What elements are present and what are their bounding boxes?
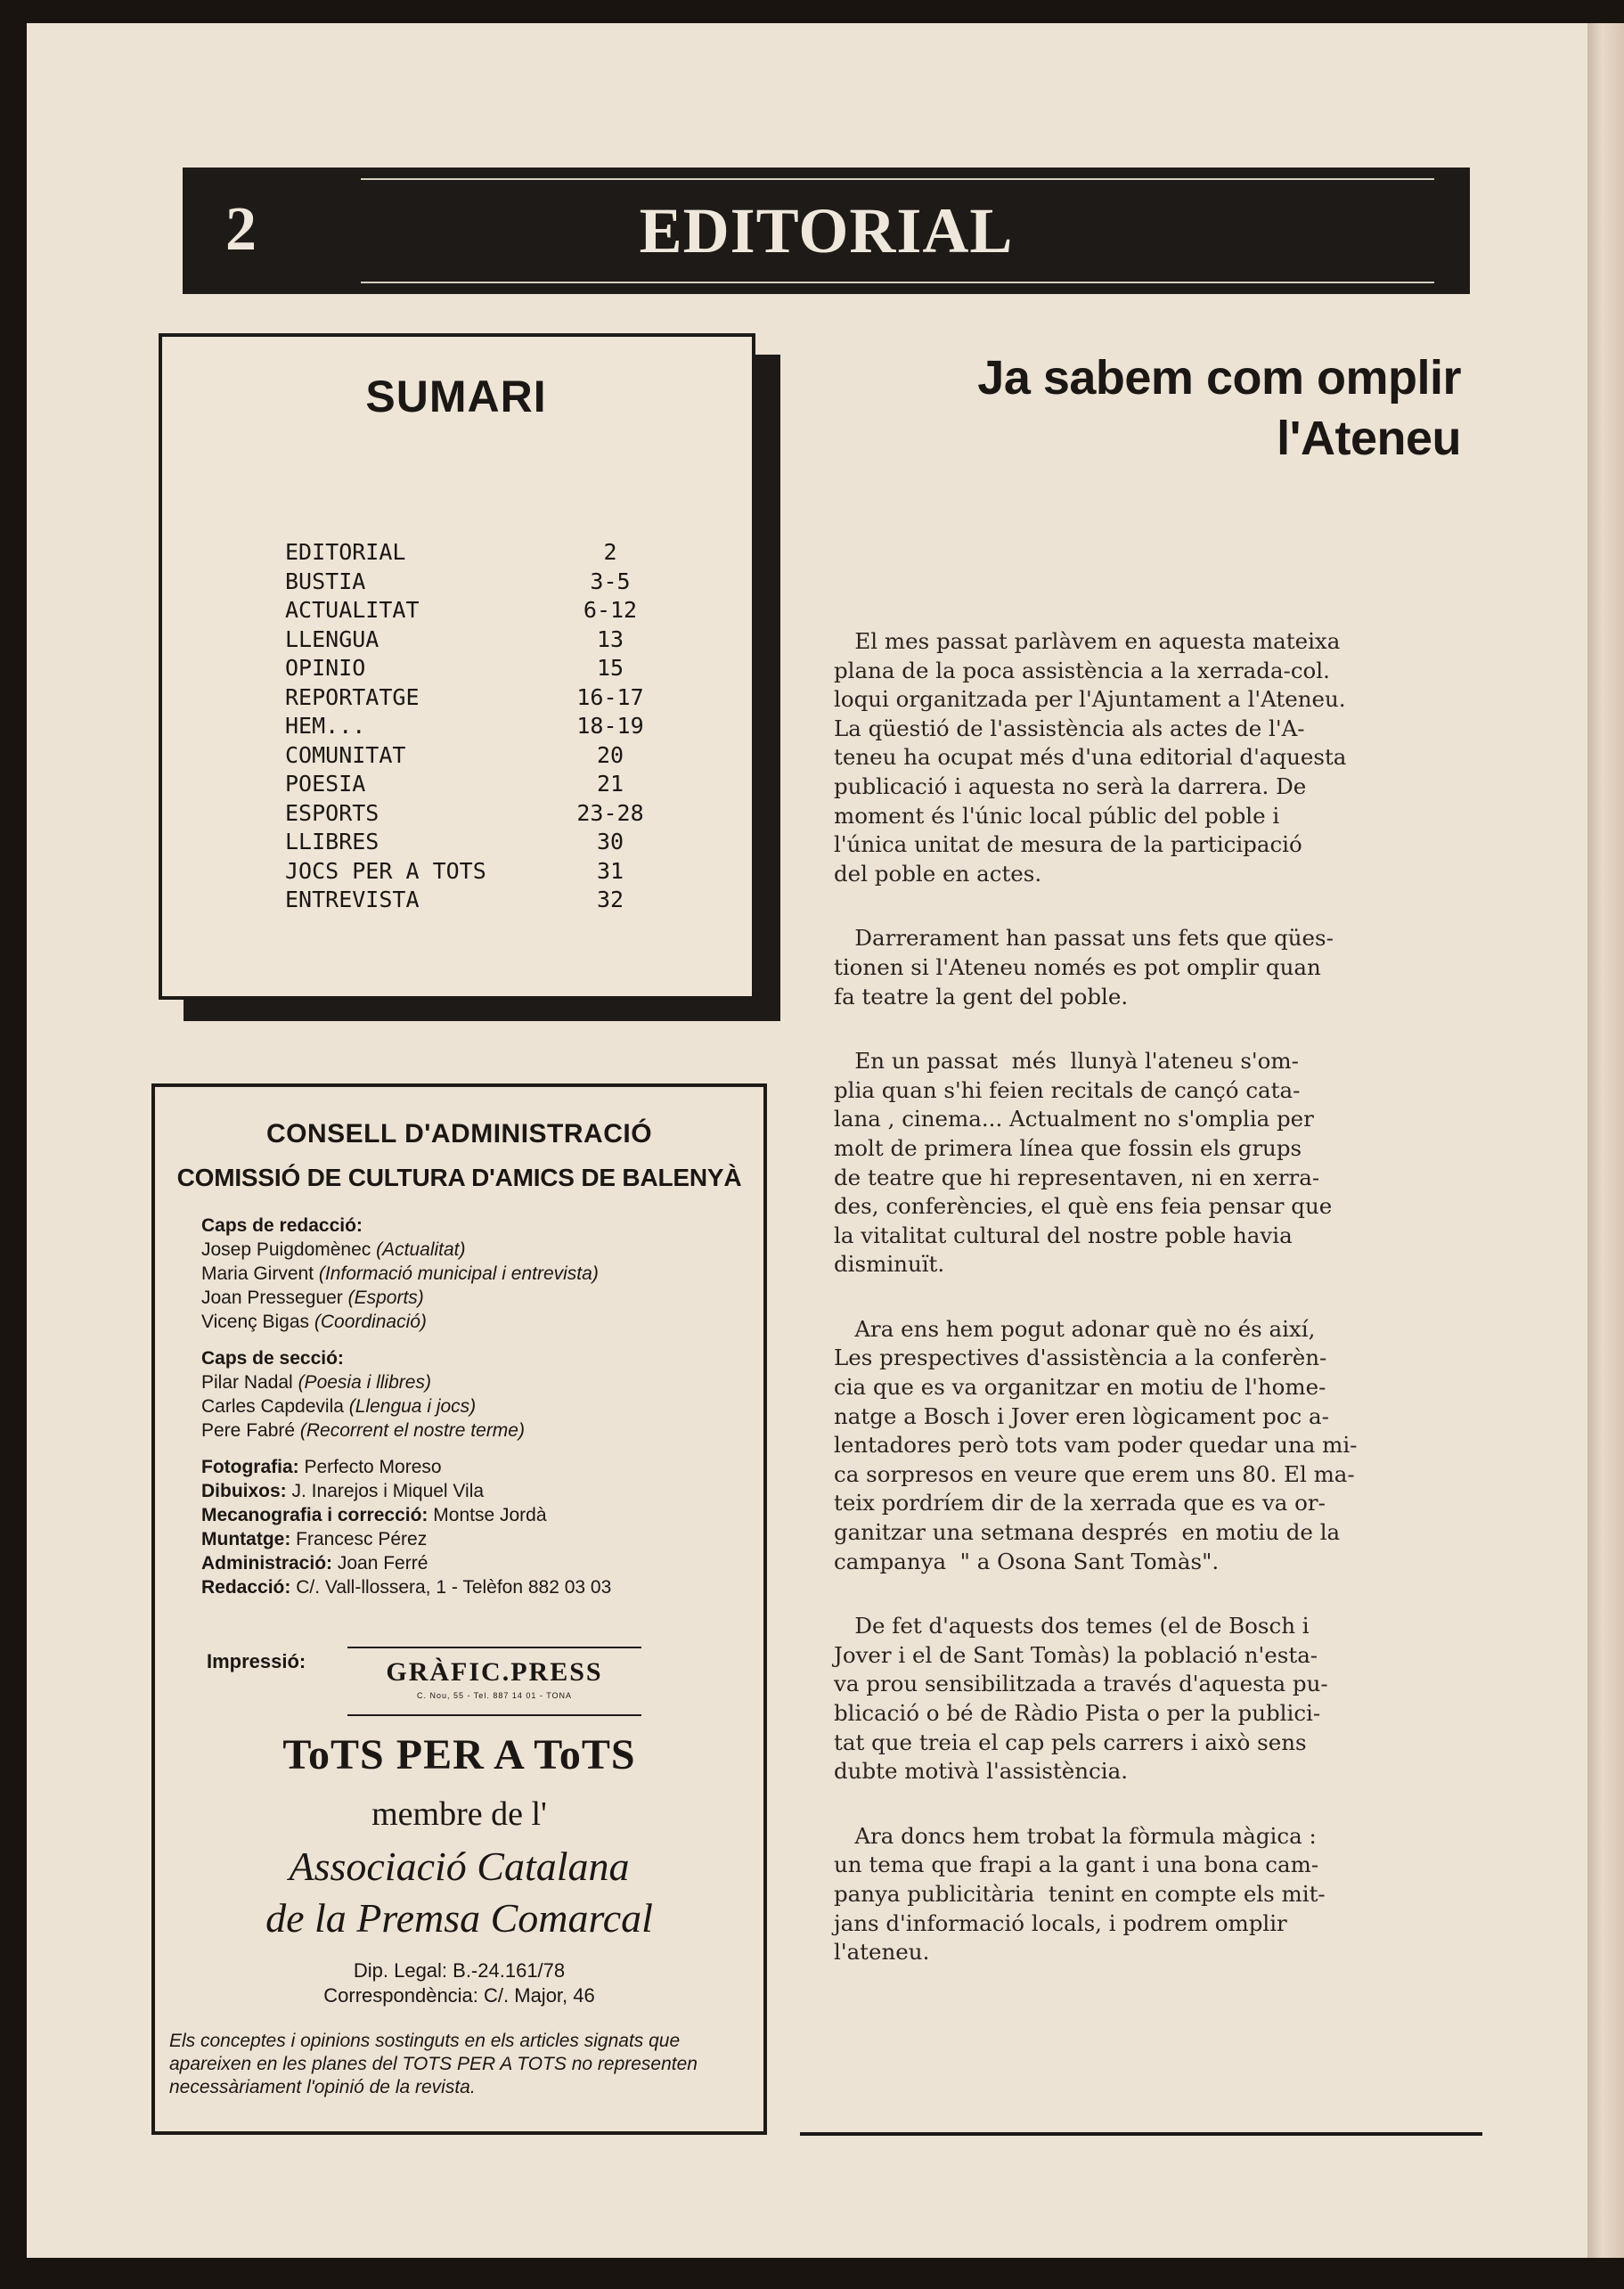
article-line: panya publicitària tenint en compte els mit- — [834, 1880, 1326, 1907]
toc-pages: 16-17 — [576, 683, 644, 710]
toc-row — [285, 886, 659, 915]
article-line: Ara ens hem pogut adonar què no és així, — [834, 1315, 1316, 1342]
toc-pages: 21 — [596, 771, 624, 797]
toc-pages: 31 — [596, 857, 624, 884]
credit-value: Francesc Pérez — [296, 1529, 428, 1549]
toc-row — [285, 712, 659, 741]
toc-row — [285, 799, 659, 829]
article-line: cia que es va organitzar en motiu de l'home- — [834, 1374, 1326, 1401]
article-paragraph — [834, 924, 1507, 1011]
printer-logo — [347, 1647, 641, 1716]
toc-row — [285, 741, 659, 771]
toc-row — [285, 596, 659, 625]
person-name: Pilar Nadal — [201, 1372, 298, 1393]
article-line: ca sorpresos en veure que erem uns 80. El ma- — [834, 1460, 1355, 1487]
article-title — [793, 347, 1461, 469]
toc-section: HEM... — [285, 713, 366, 739]
person-name: Pere Fabré — [201, 1420, 300, 1441]
credit-label: Redacció: — [201, 1577, 297, 1598]
credit-value: Joan Ferré — [337, 1553, 428, 1574]
article-line: loqui organitzada per l'Ajuntament a l'Ateneu. — [834, 686, 1346, 713]
person-name: Carles Capdevila — [201, 1396, 349, 1417]
toc-section: COMUNITAT — [285, 741, 406, 768]
toc-section: ACTUALITAT — [285, 597, 420, 623]
article-line: fa teatre la gent del poble. — [834, 983, 1129, 1010]
credit-person — [201, 1238, 754, 1262]
credit-label: Fotografia: — [201, 1457, 305, 1477]
credit-line — [201, 1479, 754, 1503]
person-name: Joan Presseguer — [201, 1288, 348, 1308]
toc-section: ESPORTS — [285, 799, 379, 826]
toc-section: POESIA — [285, 771, 366, 797]
article-line: la vitalitat cultural del nostre poble havia — [834, 1222, 1293, 1248]
article-line: Jover i el de Sant Tomàs) la població n'esta- — [834, 1641, 1318, 1668]
toc-row — [285, 568, 659, 597]
toc-pages: 23-28 — [576, 799, 644, 826]
credit-person — [201, 1370, 754, 1394]
article-title-line-1: Ja sabem com omplir — [977, 351, 1461, 405]
toc-section: BUSTIA — [285, 568, 366, 594]
toc-section: LLENGUA — [285, 625, 379, 652]
article-line: del poble en actes. — [834, 860, 1042, 887]
person-role: (Coordinació) — [314, 1312, 427, 1332]
credit-person — [201, 1418, 754, 1443]
article-line: un tema que frapi a la gant i una bona cam- — [834, 1852, 1319, 1878]
toc-pages: 15 — [596, 655, 624, 681]
credit-label: Administració: — [201, 1553, 338, 1574]
credit-label: Dibuixos: — [201, 1481, 292, 1501]
credit-label: Muntatge: — [201, 1529, 297, 1549]
credit-line — [201, 1527, 754, 1551]
toc-row — [285, 770, 659, 799]
page-edge — [1587, 23, 1624, 2258]
article-line: De fet d'aquests dos temes (el de Bosch i — [834, 1613, 1310, 1639]
toc-pages: 18-19 — [576, 713, 644, 739]
toc-section: LLIBRES — [285, 829, 379, 854]
article-line: En un passat més llunyà l'ateneu s'om- — [834, 1048, 1299, 1075]
article-line: La qüestió de l'assistència als actes de l'A- — [834, 715, 1305, 741]
toc-pages: 13 — [596, 625, 624, 652]
person-name: Josep Puigdomènec — [201, 1239, 377, 1260]
article-line: Les prespectives d'assistència a la conferèn- — [834, 1345, 1327, 1371]
impressio-label: Impressió: — [207, 1650, 306, 1672]
article-paragraph — [834, 1315, 1507, 1576]
toc-pages: 32 — [596, 887, 624, 912]
article-line: blicació o bé de Ràdio Pista o per la publici- — [834, 1700, 1321, 1726]
toc-section: OPINIO — [285, 655, 366, 681]
article-paragraph — [834, 1822, 1507, 1967]
credit-label: Mecanografia i correcció: — [201, 1505, 434, 1525]
association-line-2: de la Premsa Comarcal — [265, 1895, 653, 1941]
person-role: (Recorrent el nostre terme) — [299, 1420, 525, 1441]
toc-row — [285, 683, 659, 713]
disclaimer: Els conceptes i opinions sostinguts en els articles signats que apareixen en les planes del TOTS PER A TOTS no representen necessàriament l'opinió de la revista. — [169, 2031, 698, 2097]
article-bottom-rule — [800, 2132, 1482, 2136]
toc-pages: 20 — [596, 741, 624, 768]
article-line: tat que treia el cap pels carrers i això sens — [834, 1729, 1307, 1755]
toc-pages: 3-5 — [590, 568, 631, 594]
header-rule-top — [361, 178, 1434, 180]
article-line: Darrerament han passat uns fets que qües- — [834, 925, 1334, 952]
article-line: Ara doncs hem trobat la fòrmula màgica : — [834, 1822, 1317, 1849]
article-line: tionen si l'Ateneu només es pot omplir quan — [834, 953, 1321, 980]
toc-section: ENTREVISTA — [285, 887, 420, 912]
caps-redaccio-label: Caps de redacció: — [201, 1215, 363, 1236]
article-line: jans d'informació locals, i podrem omplir — [834, 1909, 1287, 1936]
article-line: lana , cinema... Actualment no s'omplia per — [834, 1106, 1314, 1132]
article-line: campanya " a Osona Sant Tomàs". — [834, 1548, 1220, 1574]
spacer — [201, 1334, 754, 1346]
credit-line — [201, 1503, 754, 1527]
credit-value: C/. Vall-llossera, 1 - Telèfon 882 03 03 — [296, 1577, 612, 1598]
toc-section: REPORTATGE — [285, 683, 420, 710]
toc-section: JOCS PER A TOTS — [285, 857, 486, 884]
credit-line — [201, 1575, 754, 1599]
credit-person — [201, 1310, 754, 1334]
article-line: natge a Bosch i Jover eren lògicament poc a- — [834, 1402, 1329, 1429]
person-role: (Informació municipal i entrevista) — [318, 1263, 599, 1284]
article-line: publicació i aquesta no serà la darrera. De — [834, 773, 1307, 799]
article-line: lentadores però tots vam poder quedar una mi- — [834, 1432, 1358, 1459]
credits-subtitle: COMISSIÓ DE CULTURA D'AMICS DE BALENYÀ — [176, 1164, 742, 1191]
sumari-title: SUMARI — [365, 372, 547, 421]
credit-value: Montse Jordà — [433, 1505, 547, 1525]
toc-row — [285, 538, 659, 568]
article-line: l'ateneu. — [834, 1939, 930, 1966]
toc-row — [285, 654, 659, 683]
article-line: El mes passat parlàvem en aquesta mateixa — [834, 628, 1341, 654]
article-line: plia quan s'hi feien recitals de cançó cata- — [834, 1076, 1301, 1103]
article-line: des, conferències, el què ens feia pensar que — [834, 1193, 1333, 1220]
credit-person — [201, 1262, 754, 1286]
article-line: molt de primera línea que fossin els grups — [834, 1134, 1302, 1161]
article-line: ganitzar una setmana després en motiu de la — [834, 1519, 1341, 1546]
header-rule-bottom — [361, 282, 1434, 283]
section-header — [183, 168, 1470, 294]
article-line: va prou sensibilitzada a través d'aquesta pu- — [834, 1671, 1328, 1697]
person-role: (Actualitat) — [376, 1239, 466, 1260]
dip-legal: Dip. Legal: B.-24.161/78 — [353, 1959, 566, 1982]
credits-box — [151, 1083, 767, 2135]
membre-text: membre de l' — [371, 1795, 547, 1833]
credit-value: J. Inarejos i Miquel Vila — [291, 1481, 485, 1501]
person-name: Vicenç Bigas — [201, 1312, 314, 1332]
spacer — [201, 1443, 754, 1455]
article-line: moment és l'únic local públic del poble i — [834, 802, 1280, 829]
article-line: teix pordríem dir de la xerrada que es va or- — [834, 1490, 1326, 1516]
article-paragraph — [834, 627, 1507, 888]
association-name — [155, 1841, 763, 1944]
person-role: (Esports) — [347, 1288, 424, 1308]
credits-list — [201, 1214, 754, 1599]
toc-row — [285, 625, 659, 655]
toc-row — [285, 857, 659, 887]
article-paragraph — [834, 1612, 1507, 1786]
person-role: (Poesia i llibres) — [298, 1372, 431, 1393]
credit-value: Perfecto Moreso — [304, 1457, 442, 1477]
toc-pages: 6-12 — [583, 597, 638, 623]
toc-section: EDITORIAL — [285, 539, 406, 565]
credit-line — [201, 1455, 754, 1479]
article-line: de teatre que hi representaven, ni en xerra- — [834, 1164, 1320, 1190]
article-body — [834, 627, 1507, 2003]
credit-person — [201, 1286, 754, 1310]
association-line-1: Associació Catalana — [289, 1843, 630, 1889]
article-line: dubte motivà l'assistència. — [834, 1758, 1128, 1785]
printer-name: GRÀFIC.PRESS — [386, 1657, 603, 1687]
sumari-box — [159, 333, 755, 1000]
printer-address: C. Nou, 55 - Tel. 887 14 01 - TONA — [416, 1691, 573, 1700]
section-title: EDITORIAL — [639, 195, 1014, 266]
article-line: disminuït. — [834, 1251, 945, 1278]
person-role: (Llengua i jocs) — [348, 1396, 477, 1417]
credits-title: CONSELL D'ADMINISTRACIÓ — [265, 1119, 653, 1149]
legal-info — [155, 1958, 763, 2008]
credit-person — [201, 1394, 754, 1418]
article-line: teneu ha ocupat més d'una editorial d'aquesta — [834, 744, 1347, 771]
person-name: Maria Girvent — [201, 1263, 319, 1284]
article-line: plana de la poca assistència a la xerrada-col. — [834, 657, 1330, 683]
table-of-contents — [285, 538, 659, 915]
page-number: 2 — [225, 195, 257, 264]
toc-pages: 30 — [596, 829, 624, 854]
toc-pages: 2 — [603, 539, 617, 565]
article-paragraph — [834, 1047, 1507, 1279]
toc-row — [285, 828, 659, 857]
article-line: l'única unitat de mesura de la participació — [834, 831, 1302, 858]
credit-line — [201, 1551, 754, 1575]
article-title-line-2: l'Ateneu — [1277, 412, 1461, 465]
caps-seccio-label: Caps de secció: — [201, 1348, 344, 1369]
correspondencia: Correspondència: C/. Major, 46 — [323, 1984, 595, 2007]
magazine-name: ToTS PER A ToTS — [282, 1731, 636, 1778]
